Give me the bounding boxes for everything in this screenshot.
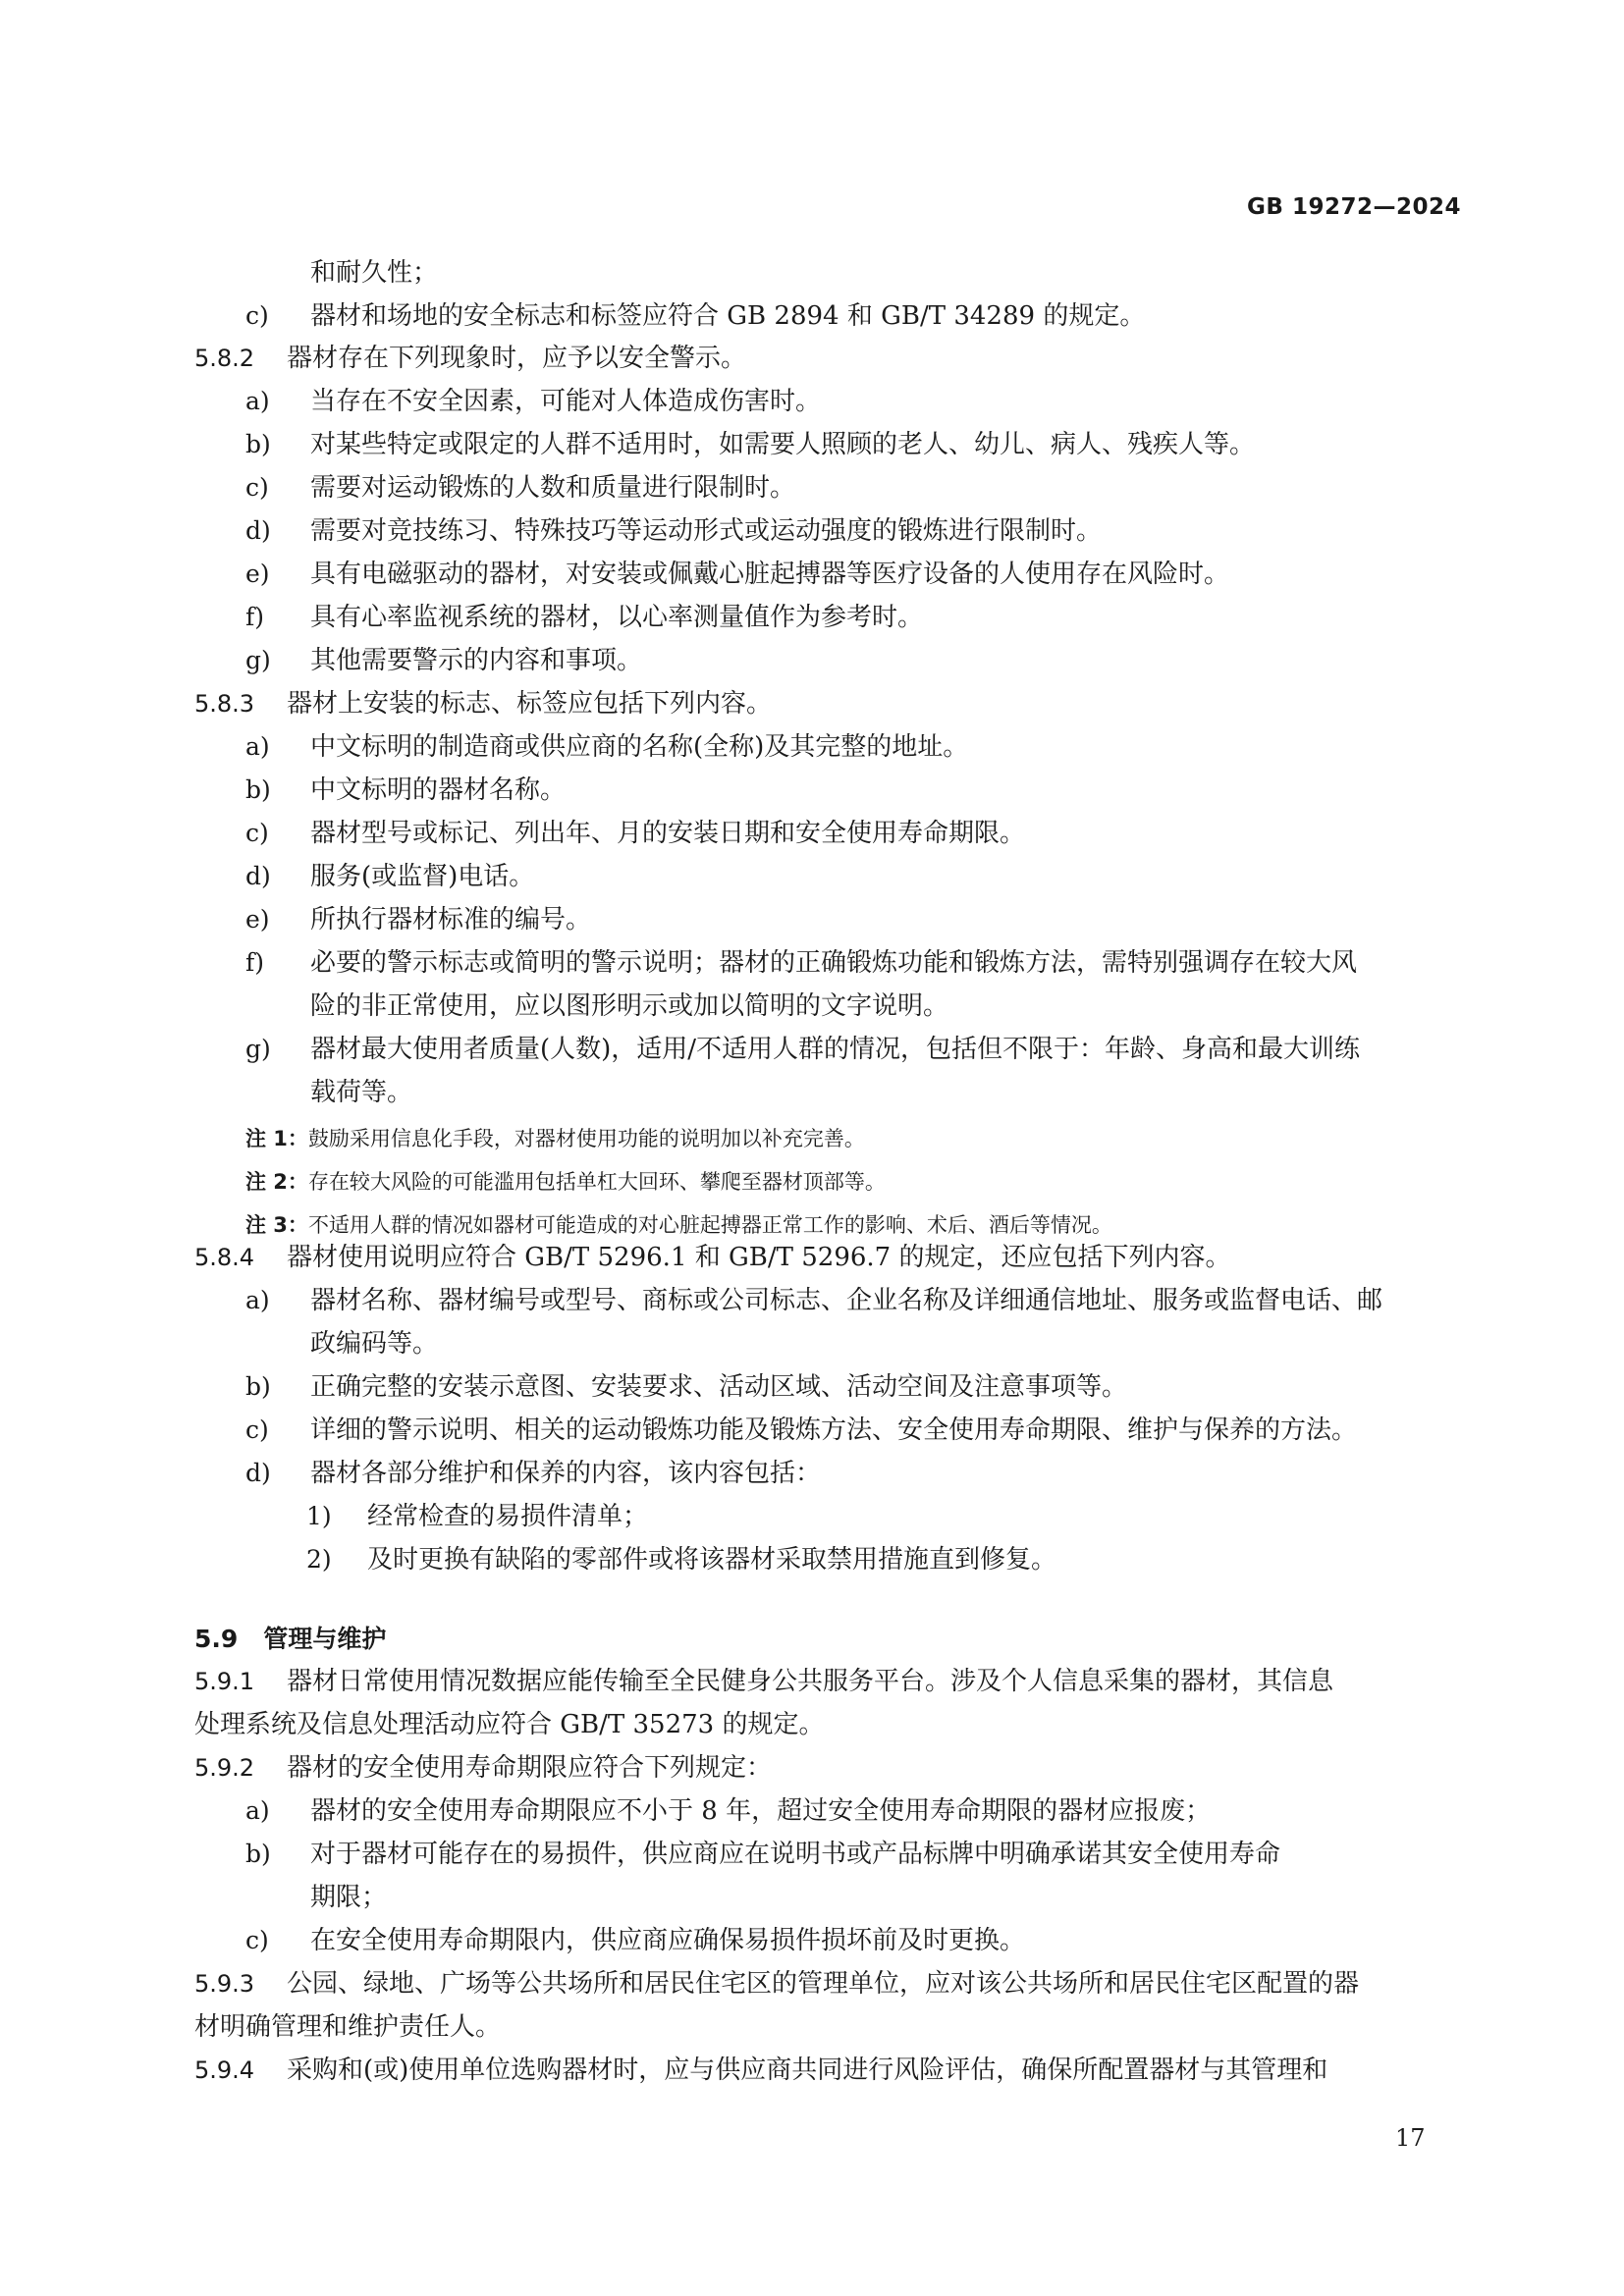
note	[245, 1169, 886, 1195]
text-line: 对于器材可能存在的易损件，供应商应在说明书或产品标牌中明确承诺其安全使用寿命	[310, 1840, 1281, 1869]
clause-number: 5.8.3	[194, 690, 255, 718]
text-line: 器材名称、器材编号或型号、商标或公司标志、企业名称及详细通信地址、服务或监督电话、邮	[310, 1286, 1383, 1315]
note-label: 注 1：	[245, 1127, 308, 1150]
text-line: 公园、绿地、广场等公共场所和居民住宅区的管理单位，应对该公共场所和居民住宅区配置的器	[287, 1969, 1360, 1999]
text-line: 器材和场地的安全标志和标签应符合 GB 2894 和 GB/T 34289 的规定。	[310, 301, 1146, 331]
text-line: 当存在不安全因素，可能对人体造成伤害时。	[310, 387, 822, 416]
text-line: 器材的安全使用寿命期限应符合下列规定：	[287, 1753, 773, 1783]
clause-number: 5.9.1	[194, 1668, 255, 1695]
page-number: 17	[1395, 2124, 1426, 2152]
list-marker: c)	[245, 819, 269, 847]
list-marker: a)	[245, 387, 270, 415]
text-line: 需要对竞技练习、特殊技巧等运动形式或运动强度的锻炼进行限制时。	[310, 516, 1103, 546]
list-marker: b)	[245, 1840, 271, 1868]
text-line: 采购和(或)使用单位选购器材时，应与供应商共同进行风险评估，确保所配置器材与其管理和	[287, 2056, 1328, 2085]
note	[245, 1212, 1112, 1238]
text-line: 中文标明的制造商或供应商的名称(全称)及其完整的地址。	[310, 732, 969, 762]
section-number: 5.9	[194, 1625, 239, 1653]
note	[245, 1126, 865, 1151]
text-line: 对某些特定或限定的人群不适用时，如需要人照顾的老人、幼儿、病人、残疾人等。	[310, 430, 1256, 459]
list-marker: d)	[245, 516, 271, 545]
list-marker: e)	[245, 560, 270, 588]
text-line: 期限；	[310, 1883, 388, 1912]
sublist-marker: 1)	[306, 1502, 332, 1530]
list-marker: c)	[245, 473, 269, 502]
text-line: 处理系统及信息处理活动应符合 GB/T 35273 的规定。	[194, 1710, 825, 1739]
text-line: 其他需要警示的内容和事项。	[310, 646, 643, 675]
clause-number: 5.8.2	[194, 345, 255, 372]
note-text: 不适用人群的情况如器材可能造成的对心脏起搏器正常工作的影响、术后、酒后等情况。	[307, 1213, 1112, 1237]
list-marker: a)	[245, 732, 270, 761]
text-line: 器材型号或标记、列出年、月的安装日期和安全使用寿命期限。	[310, 819, 1026, 848]
list-marker: b)	[245, 1372, 271, 1401]
list-marker: f)	[245, 603, 265, 631]
note-label: 注 2：	[245, 1170, 308, 1194]
text-line: 器材使用说明应符合 GB/T 5296.1 和 GB/T 5296.7 的规定，还应包括下列内容。	[287, 1243, 1231, 1272]
section-title: 管理与维护	[263, 1625, 387, 1653]
list-marker: c)	[245, 1415, 269, 1444]
list-marker: c)	[245, 1926, 269, 1954]
text-line: 经常检查的易损件清单；	[367, 1502, 649, 1531]
text-line: 必要的警示标志或简明的警示说明；器材的正确锻炼功能和锻炼方法，需特别强调存在较大风	[310, 948, 1358, 978]
list-marker: c)	[245, 301, 269, 330]
text-line: 正确完整的安装示意图、安装要求、活动区域、活动空间及注意事项等。	[310, 1372, 1128, 1402]
note-text: 存在较大风险的可能滥用包括单杠大回环、攀爬至器材顶部等。	[307, 1170, 886, 1194]
list-marker: g)	[245, 1035, 271, 1063]
note-text: 鼓励采用信息化手段，对器材使用功能的说明加以补充完善。	[307, 1127, 865, 1150]
text-line: 所执行器材标准的编号。	[310, 905, 592, 934]
list-marker: d)	[245, 862, 271, 890]
clause-number: 5.9.3	[194, 1970, 255, 1998]
text-line: 器材各部分维护和保养的内容，该内容包括：	[310, 1459, 822, 1488]
text-line: 险的非正常使用，应以图形明示或加以简明的文字说明。	[310, 991, 949, 1021]
clause-number: 5.9.4	[194, 2056, 255, 2084]
list-marker: a)	[245, 1286, 270, 1314]
list-marker: b)	[245, 775, 271, 804]
list-marker: a)	[245, 1796, 270, 1825]
text-line: 在安全使用寿命期限内，供应商应确保易损件损坏前及时更换。	[310, 1926, 1026, 1955]
text-line: 服务(或监督)电话。	[310, 862, 535, 891]
text-line: 具有电磁驱动的器材，对安装或佩戴心脏起搏器等医疗设备的人使用存在风险时。	[310, 560, 1230, 589]
list-marker: e)	[245, 905, 270, 934]
text-line: 器材存在下列现象时，应予以安全警示。	[287, 344, 747, 373]
text-line: 政编码等。	[310, 1329, 439, 1359]
list-marker: d)	[245, 1459, 271, 1487]
text-line: 器材日常使用情况数据应能传输至全民健身公共服务平台。涉及个人信息采集的器材，其信息	[287, 1667, 1334, 1696]
text-line: 器材的安全使用寿命期限应不小于 8 年，超过安全使用寿命期限的器材应报废；	[310, 1796, 1212, 1826]
list-marker: g)	[245, 646, 271, 674]
text-line: 器材上安装的标志、标签应包括下列内容。	[287, 689, 773, 719]
note-label: 注 3：	[245, 1213, 308, 1237]
text-line: 中文标明的器材名称。	[310, 775, 567, 805]
list-marker: b)	[245, 430, 271, 458]
clause-number: 5.8.4	[194, 1244, 255, 1271]
sublist-marker: 2)	[306, 1545, 332, 1574]
clause-number: 5.9.2	[194, 1754, 255, 1782]
text-line: 及时更换有缺陷的零部件或将该器材采取禁用措施直到修复。	[367, 1545, 1057, 1575]
section-heading-5-9	[194, 1625, 386, 1654]
text-line: 需要对运动锻炼的人数和质量进行限制时。	[310, 473, 796, 503]
text-line: 详细的警示说明、相关的运动锻炼功能及锻炼方法、安全使用寿命期限、维护与保养的方法。	[310, 1415, 1358, 1445]
text-line: 具有心率监视系统的器材，以心率测量值作为参考时。	[310, 603, 924, 632]
list-marker: f)	[245, 948, 265, 977]
document-header: GB 19272—2024	[1247, 194, 1461, 220]
text-line: 载荷等。	[310, 1078, 413, 1107]
text-line: 器材最大使用者质量(人数)，适用/不适用人群的情况，包括但不限于：年龄、身高和最大训练	[310, 1035, 1361, 1064]
text-line: 和耐久性；	[310, 258, 439, 288]
text-line: 材明确管理和维护责任人。	[194, 2012, 502, 2042]
